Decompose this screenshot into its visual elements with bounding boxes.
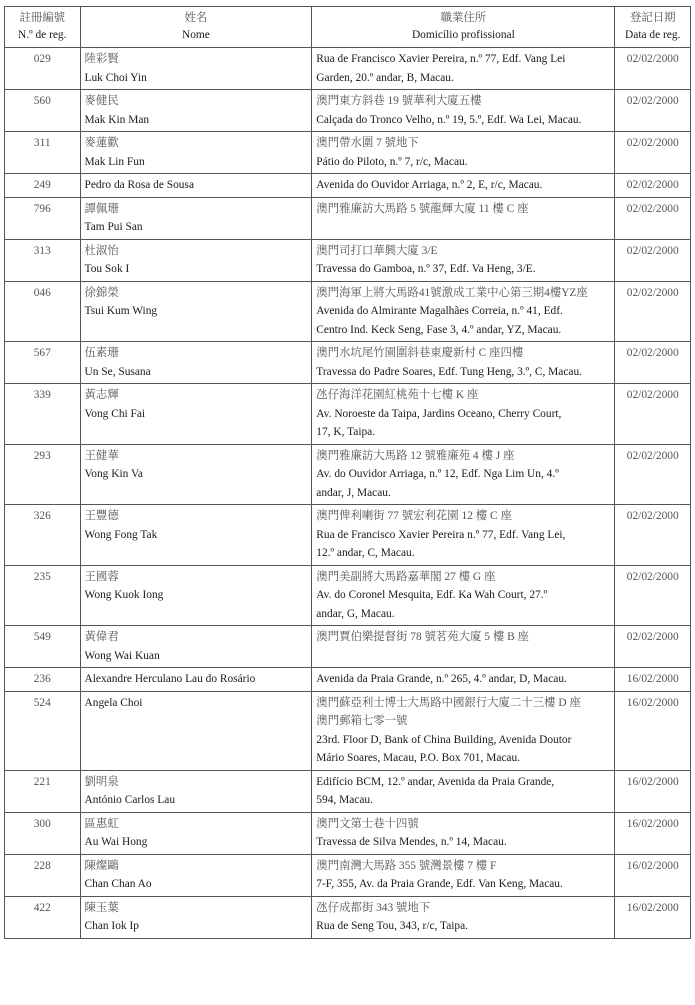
registry-body [5, 48, 691, 939]
address-line: Avenida do Almirante Magalhães Correia, n.º 41, Edf. [316, 305, 563, 317]
address-line: andar, G, Macau. [316, 607, 395, 620]
table-row [5, 668, 691, 692]
person-name-zh: 王健華 [84, 449, 119, 462]
table-row [5, 812, 691, 854]
table-row [5, 197, 691, 239]
table-row [5, 239, 691, 281]
person-name-pt: Vong Chi Fai [84, 407, 146, 420]
person-name-zh: 譚佩珊 [84, 202, 119, 215]
address-line: Rua de Francisco Xavier Pereira, n.º 77, Edf. Vang Lei [316, 53, 566, 65]
person-name-zh: 劉明泉 [84, 775, 119, 788]
address-line: 氹仔成都街 343 號地下 [316, 901, 431, 914]
address-line: 澳門司打口華興大廈 3/E [316, 244, 438, 257]
person-name-pt: Wong Fong Tak [84, 528, 158, 541]
person-name [80, 174, 312, 198]
reg-number: 549 [5, 626, 81, 668]
address-line: 7-F, 355, Av. da Praia Grande, Edf. Van Keng, Macau. [316, 878, 563, 890]
person-name-zh: 杜淑怡 [84, 244, 119, 257]
person-name-pt: António Carlos Lau [84, 794, 176, 806]
reg-number: 313 [5, 239, 81, 281]
address-line: 澳門海軍上將大馬路41號激成工業中心第三期4樓YZ座 [316, 286, 588, 299]
registration-date: 02/02/2000 [615, 505, 691, 566]
table-row [5, 342, 691, 384]
professional-address [312, 281, 615, 342]
professional-address [312, 691, 615, 770]
professional-address [312, 896, 615, 938]
registration-date: 02/02/2000 [615, 48, 691, 90]
address-line: Travessa de Silva Mendes, n.º 14, Macau. [316, 836, 507, 848]
registration-date: 02/02/2000 [615, 197, 691, 239]
registration-date: 02/02/2000 [615, 565, 691, 626]
table-row [5, 444, 691, 505]
reg-number: 796 [5, 197, 81, 239]
reg-number: 249 [5, 174, 81, 198]
address-line: 澳門水坑尾竹園圍斜巷東慶新村 C 座四樓 [316, 347, 524, 359]
address-line: Av. do Coronel Mesquita, Edf. Ka Wah Court, 27.º [316, 589, 548, 601]
professional-address [312, 384, 615, 445]
address-line: 澳門俾利喇街 77 號宏利花園 12 樓 C 座 [316, 510, 512, 522]
registration-date: 16/02/2000 [615, 770, 691, 812]
person-name [80, 342, 312, 384]
header-name-zh: 姓名 [184, 12, 208, 24]
registration-date: 02/02/2000 [615, 132, 691, 174]
registry-table [4, 6, 691, 939]
address-line: 594, Macau. [316, 794, 373, 806]
address-line: 17, K, Taipa. [316, 426, 376, 438]
reg-number: 228 [5, 854, 81, 896]
professional-address [312, 505, 615, 566]
header-address [312, 7, 615, 48]
person-name [80, 854, 312, 896]
registration-date: 02/02/2000 [615, 626, 691, 668]
address-line: Avenida da Praia Grande, n.º 265, 4.º andar, D, Macau. [316, 673, 567, 685]
person-name-pt: Tou Sok I [84, 263, 130, 275]
address-line: Av. do Ouvidor Arriaga, n.º 12, Edf. Nga Lim Un, 4.º [316, 468, 559, 480]
professional-address [312, 132, 615, 174]
address-line: Edifício BCM, 12.º andar, Avenida da Praia Grande, [316, 775, 555, 788]
person-name [80, 90, 312, 132]
reg-number: 524 [5, 691, 81, 770]
header-reg-no [5, 7, 81, 48]
address-line: Travessa do Padre Soares, Edf. Tung Heng, 3.º, C, Macau. [316, 365, 583, 378]
professional-address [312, 854, 615, 896]
table-row [5, 854, 691, 896]
address-line: Av. Noroeste da Taipa, Jardins Oceano, Cherry Court, [316, 407, 562, 420]
address-line: 12.º andar, C, Macau. [316, 547, 415, 559]
table-row [5, 565, 691, 626]
person-name [80, 565, 312, 626]
address-line: Avenida do Ouvidor Arriaga, n.º 2, E, r/c, Macau. [316, 179, 543, 191]
table-row [5, 626, 691, 668]
person-name-zh: 麥蓮歡 [84, 137, 119, 149]
address-line: Pátio do Piloto, n.º 7, r/c, Macau. [316, 155, 468, 168]
person-name-pt: Un Se, Susana [84, 365, 151, 378]
person-name-pt: Wong Wai Kuan [84, 649, 160, 662]
address-line: Rua de Francisco Xavier Pereira n.º 77, Edf. Vang Lei, [316, 528, 566, 541]
registration-date: 02/02/2000 [615, 384, 691, 445]
table-header-row [5, 7, 691, 48]
person-name-zh: 徐錦榮 [84, 286, 119, 299]
person-name-zh: 王豐德 [84, 510, 119, 522]
address-line: 澳門雅廉訪大馬路 12 號雅廉苑 4 樓 J 座 [316, 449, 515, 462]
header-name [80, 7, 312, 48]
address-line: 23rd. Floor D, Bank of China Building, Avenida Doutor [316, 733, 572, 746]
registration-date: 16/02/2000 [615, 896, 691, 938]
person-name [80, 505, 312, 566]
person-name [80, 132, 312, 174]
address-line: andar, J, Macau. [316, 486, 391, 499]
person-name [80, 691, 312, 770]
registration-date: 02/02/2000 [615, 174, 691, 198]
professional-address [312, 770, 615, 812]
reg-number: 221 [5, 770, 81, 812]
person-name [80, 444, 312, 505]
header-address-pt: Domicílio profissional [411, 29, 515, 41]
person-name-pt: Mak Lin Fun [84, 155, 145, 168]
address-line: 澳門美副將大馬路嘉華閣 27 樓 G 座 [316, 570, 496, 583]
reg-number: 236 [5, 668, 81, 692]
table-row [5, 505, 691, 566]
header-reg-no-zh: 註冊編號 [19, 12, 66, 24]
person-name [80, 626, 312, 668]
registration-date: 02/02/2000 [615, 90, 691, 132]
table-row [5, 174, 691, 198]
address-line: 澳門雅廉訪大馬路 5 號龍輝大廈 11 樓 C 座 [316, 202, 529, 215]
table-row [5, 896, 691, 938]
person-name-pt: Au Wai Hong [84, 836, 148, 848]
registration-date: 02/02/2000 [615, 239, 691, 281]
professional-address [312, 626, 615, 668]
address-line: Mário Soares, Macau, P.O. Box 701, Macau. [316, 752, 521, 764]
reg-number: 560 [5, 90, 81, 132]
person-name-zh: 陳燦鷗 [84, 859, 119, 872]
person-name [80, 896, 312, 938]
person-name [80, 668, 312, 692]
person-name-pt: Angela Choi [84, 696, 143, 709]
table-row [5, 384, 691, 445]
professional-address [312, 174, 615, 198]
professional-address [312, 565, 615, 626]
registration-date: 02/02/2000 [615, 342, 691, 384]
professional-address [312, 197, 615, 239]
person-name-zh: 黃偉君 [84, 631, 119, 643]
professional-address [312, 90, 615, 132]
person-name [80, 48, 312, 90]
person-name-zh: 麥健民 [84, 95, 119, 107]
table-row [5, 691, 691, 770]
person-name [80, 770, 312, 812]
person-name [80, 812, 312, 854]
professional-address [312, 239, 615, 281]
professional-address [312, 48, 615, 90]
header-date-pt: Data de reg. [625, 29, 681, 41]
address-line: 澳門蘇亞利士博士大馬路中國銀行大廈二十三樓 D 座 [316, 696, 581, 709]
person-name-pt: Luk Choi Yin [84, 71, 147, 84]
person-name-pt: Vong Kin Va [84, 468, 143, 480]
header-address-zh: 職業住所 [440, 12, 487, 24]
address-line: 澳門東方斜巷 19 號華利大廈五樓 [316, 95, 482, 107]
address-line: Garden, 20.º andar, B, Macau. [316, 71, 454, 84]
header-date [615, 7, 691, 48]
header-name-pt: Nome [181, 29, 210, 41]
table-row [5, 90, 691, 132]
reg-number: 300 [5, 812, 81, 854]
reg-number: 293 [5, 444, 81, 505]
registration-date: 16/02/2000 [615, 691, 691, 770]
table-row [5, 132, 691, 174]
registration-date: 02/02/2000 [615, 281, 691, 342]
address-line: 澳門賈伯樂提督街 78 號茗苑大廈 5 樓 B 座 [316, 631, 529, 643]
reg-number: 567 [5, 342, 81, 384]
person-name-pt: Mak Kin Man [84, 113, 150, 126]
registry-page [4, 6, 691, 939]
person-name-zh: 王國蓉 [84, 570, 119, 583]
person-name-pt: Tsui Kum Wing [84, 305, 158, 317]
registration-date: 02/02/2000 [615, 444, 691, 505]
reg-number: 422 [5, 896, 81, 938]
professional-address [312, 444, 615, 505]
header-reg-no-pt: N.º de reg. [18, 29, 67, 41]
address-line: Rua de Seng Tou, 343, r/c, Taipa. [316, 920, 469, 932]
table-row [5, 281, 691, 342]
registration-date: 16/02/2000 [615, 812, 691, 854]
professional-address [312, 342, 615, 384]
person-name [80, 384, 312, 445]
registration-date: 16/02/2000 [615, 668, 691, 692]
person-name-zh: 區惠虹 [84, 817, 119, 830]
reg-number: 326 [5, 505, 81, 566]
person-name [80, 239, 312, 281]
person-name-pt: Wong Kuok Iong [84, 589, 164, 601]
address-line: Calçada do Tronco Velho, n.º 19, 5.º, Edf. Wa Lei, Macau. [316, 113, 582, 126]
address-line: 氹仔海洋花園紅桃苑十七樓 K 座 [316, 389, 479, 401]
address-line: 澳門南灣大馬路 355 號灣景樓 7 樓 F [316, 859, 497, 872]
registration-date: 16/02/2000 [615, 854, 691, 896]
address-line: 澳門文第士巷十四號 [316, 817, 419, 830]
address-line: Travessa do Gamboa, n.º 37, Edf. Va Heng, 3/E. [316, 263, 536, 275]
person-name-pt: Chan Chan Ao [84, 878, 152, 890]
professional-address [312, 812, 615, 854]
reg-number: 235 [5, 565, 81, 626]
address-line: 澳門帶水圍 7 號地下 [316, 137, 419, 149]
address-line: 澳門郵箱七零一號 [316, 715, 408, 727]
person-name-zh: 陳玉葉 [84, 901, 119, 914]
person-name-pt: Tam Pui San [84, 221, 143, 233]
professional-address [312, 668, 615, 692]
reg-number: 311 [5, 132, 81, 174]
person-name-pt: Alexandre Herculano Lau do Rosário [84, 673, 256, 685]
header-date-zh: 登記日期 [629, 12, 676, 24]
person-name-pt: Chan Iok Ip [84, 920, 139, 932]
reg-number: 046 [5, 281, 81, 342]
person-name [80, 197, 312, 239]
reg-number: 339 [5, 384, 81, 445]
table-row [5, 770, 691, 812]
person-name-zh: 伍素珊 [84, 347, 119, 359]
person-name-pt: Pedro da Rosa de Sousa [84, 179, 194, 191]
table-row [5, 48, 691, 90]
person-name-zh: 黃志輝 [84, 389, 119, 401]
address-line: Centro Ind. Keck Seng, Fase 3, 4.º andar, YZ, Macau. [316, 323, 562, 336]
reg-number: 029 [5, 48, 81, 90]
person-name [80, 281, 312, 342]
person-name-zh: 陸彩賢 [84, 53, 119, 65]
